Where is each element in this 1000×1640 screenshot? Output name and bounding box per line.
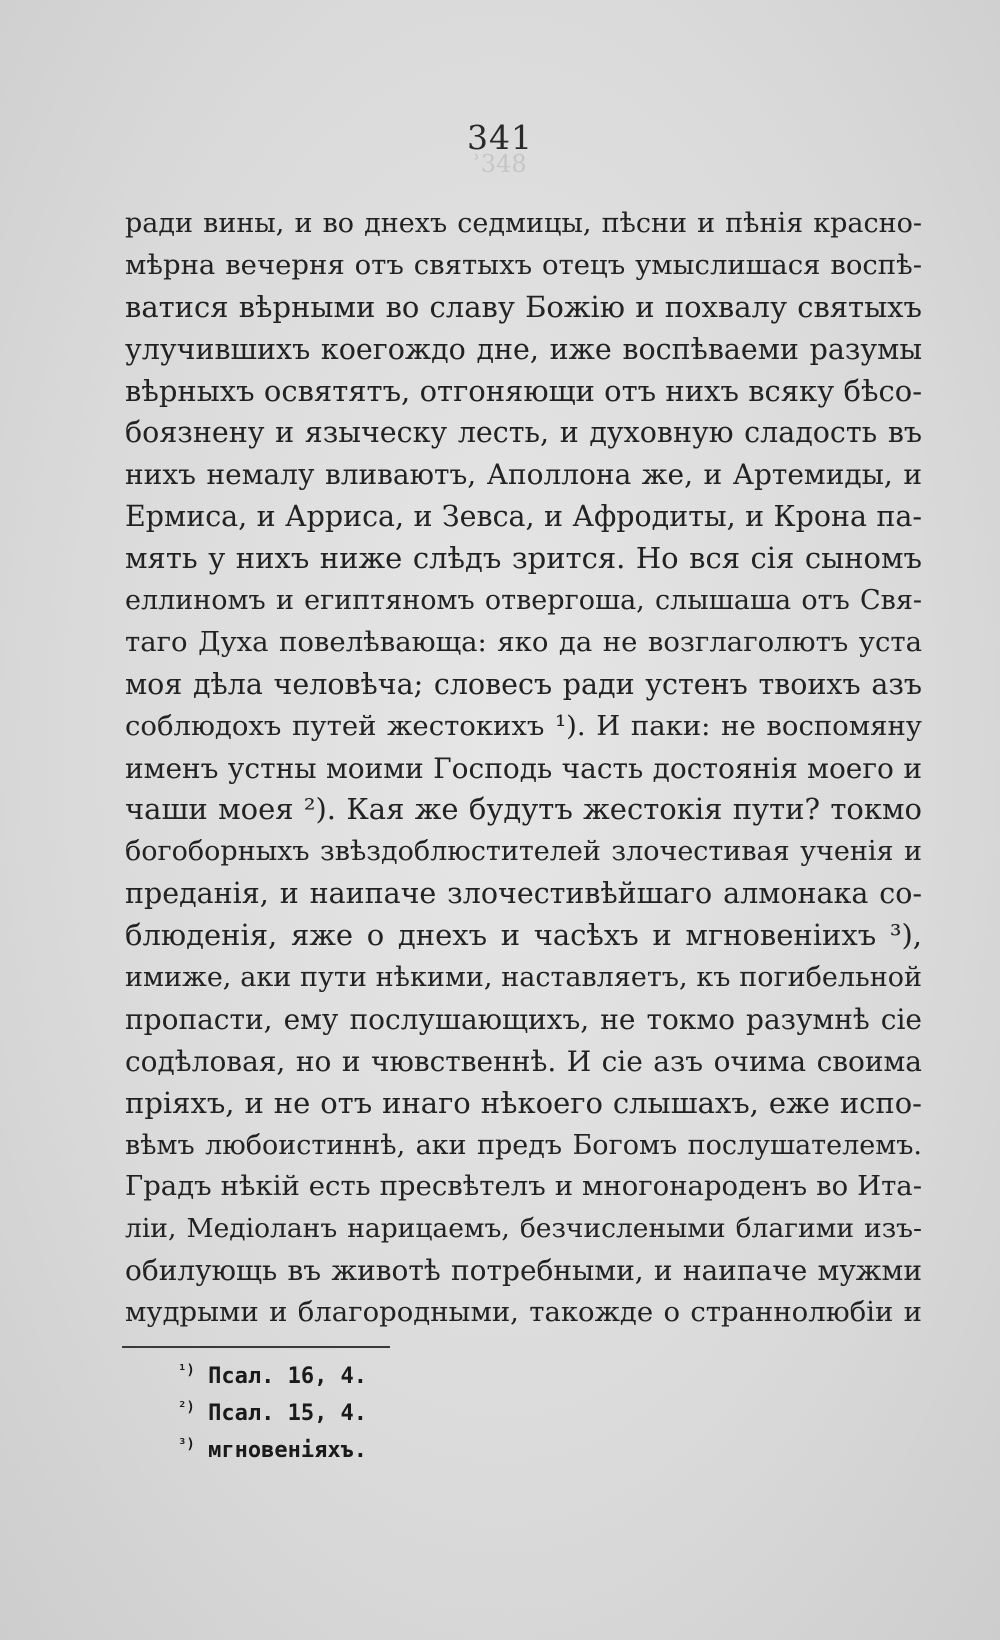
footnote-mark: ¹): [178, 1362, 195, 1379]
text-line: Градъ нѣкій есть пресвѣтелъ и многонароденъ во Ита-: [125, 1170, 922, 1203]
text-line: пропасти, ему послушающихъ, не токмо разумнѣ сіе: [125, 1002, 922, 1036]
text-line: Ермиса, и Арриса, и Зевса, и Афродиты, и Крона па-: [125, 500, 922, 534]
text-line: ватися вѣрными во славу Божію и похвалу святыхъ: [125, 289, 922, 324]
text-line: мять у нихъ ниже слѣдъ зрится. Но вся сія сыномъ: [125, 541, 922, 576]
footnote-text: мгновеніяхъ.: [208, 1438, 368, 1463]
text-line: пріяхъ, и не отъ инаго нѣкоего слышахъ, еже испо-: [125, 1085, 922, 1120]
footnote-separator: [122, 1346, 390, 1348]
footnote: [178, 1432, 367, 1469]
footnote-text: Псал. 16, 4.: [208, 1364, 368, 1389]
text-line: преданія, и наипаче злочестивѣйшаго алмонака со-: [125, 877, 922, 911]
text-line: еллиномъ и египтяномъ отвергоша, слышаша отъ Свя-: [125, 585, 922, 617]
footnote-text: Псал. 15, 4.: [208, 1401, 368, 1426]
text-line: богоборныхъ звѣздоблюстителей злочестивая ученія и: [125, 836, 922, 868]
text-line: вѣрныхъ освятятъ, отгоняющи отъ нихъ всяку бѣсо-: [125, 373, 922, 408]
bleed-through-page-number: ʾ348: [473, 150, 527, 178]
text-line: именъ устны моими Господь часть достоянія моего и: [125, 751, 922, 785]
text-line: мудрыми и благородными, такожде о страннолюбіи и: [125, 1296, 922, 1329]
page-number: 341: [467, 118, 533, 157]
text-line: улучившихъ коегождо дне, иже воспѣваеми разумы: [125, 332, 922, 366]
footnote-mark: ²): [178, 1399, 195, 1416]
text-line: нихъ немалу вливаютъ, Аполлона же, и Артемиды, и: [125, 458, 922, 492]
text-line: моя дѣла человѣча; словесъ ради устенъ твоихъ азъ: [125, 667, 922, 701]
text-line: содѣловая, но и чювственнѣ. И сіе азъ очима своима: [125, 1044, 922, 1078]
text-line: вѣмъ любоистиннѣ, аки предъ Богомъ послушателемъ.: [125, 1129, 922, 1161]
footnote-mark: ³): [178, 1436, 195, 1453]
footnote: [178, 1395, 367, 1432]
main-text: [125, 203, 922, 1334]
text-line: соблюдохъ путей жестокихъ ¹). И паки: не воспомяну: [125, 709, 922, 742]
text-line: обилующь въ животѣ потребными, и наипаче мужми: [125, 1254, 922, 1288]
footnotes: [178, 1358, 367, 1469]
text-line: ліи, Медіоланъ нарицаемъ, безчислеными благими изъ-: [125, 1213, 922, 1245]
text-line: имиже, аки пути нѣкими, наставляетъ, къ погибельной: [125, 962, 922, 994]
text-line: мѣрна вечерня отъ святыхъ отецъ умыслишася воспѣ-: [125, 248, 922, 281]
text-line: таго Духа повелѣвающа: яко да не возглаголютъ уста: [125, 625, 922, 658]
text-line: ради вины, и во днехъ седмицы, пѣсни и пѣнія красно-: [125, 208, 922, 239]
text-line: чаши моея ²). Кая же будутъ жестокія пути? токмо: [125, 792, 922, 827]
footnote: [178, 1358, 367, 1395]
text-line: блюденія, яже о днехъ и часѣхъ и мгновеніихъ ³),: [125, 918, 922, 953]
text-line: боязнену и языческу лесть, и духовную сладость въ: [125, 416, 922, 450]
